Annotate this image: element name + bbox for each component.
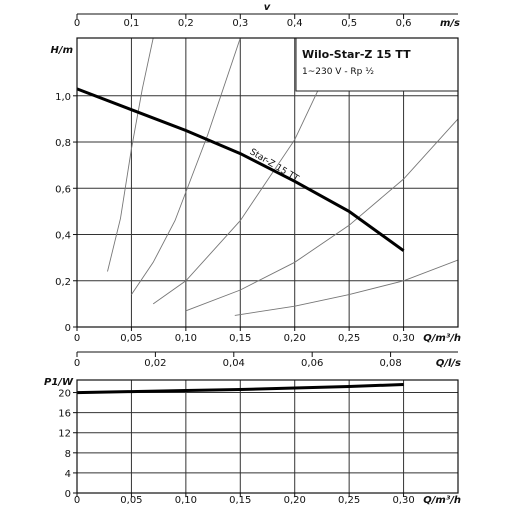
system-curve [108,38,154,272]
grid-layer [77,38,458,493]
bottom-x-axis-label: Q/m³/h [423,495,461,506]
top-y-tick-label: 0,4 [55,230,71,242]
flow-ls-tick-label: 0,06 [301,358,324,369]
system-curve [235,260,458,315]
bottom-x-tick-label: 0,25 [338,495,361,506]
top-x-tick-label: 0,25 [338,333,361,344]
top-x-tick-label: 0 [73,333,81,344]
flow-ls-axis-unit: Q/l/s [435,358,461,369]
top-y-tick-label: 1,0 [55,91,71,103]
top-x-axis-label: Q/m³/h [423,333,461,344]
velocity-tick-label: 0 [73,18,81,29]
title-box [296,38,458,91]
bottom-y-tick-label: 16 [58,408,71,420]
flow-ls-tick-label: 0,04 [222,358,245,369]
bottom-x-tick-label: 0,15 [229,495,252,506]
bottom-plot-frame [77,380,458,493]
flow-ls-tick-label: 0,02 [144,358,167,369]
top-y-axis-label: H/m [50,45,73,56]
bottom-x-tick-label: 0,30 [392,495,415,506]
velocity-tick-label: 0,5 [341,18,358,29]
bottom-y-tick-label: 0 [64,489,71,500]
velocity-axis-label: v [263,2,271,13]
top-x-tick-label: 0,20 [283,333,306,344]
top-x-tick-label: 0,05 [120,333,143,344]
velocity-tick-label: 0,1 [123,18,140,29]
bottom-y-tick-label: 12 [58,428,71,440]
bottom-y-tick-label: 4 [64,468,71,480]
bottom-y-tick-label: 8 [64,448,71,460]
top-y-tick-label: 0,6 [55,184,71,196]
bottom-x-tick-label: 0,05 [120,495,143,506]
chart-subtitle: 1~230 V - Rp ½ [302,67,374,77]
top-x-tick-label: 0,15 [229,333,252,344]
pump-curve-label: Star-Z 15 TT [247,147,301,185]
bottom-x-tick-label: 0,10 [174,495,197,506]
velocity-tick-label: 0,6 [395,18,412,29]
flow-ls-tick-label: 0 [73,358,81,369]
chart-title: Wilo-Star-Z 15 TT [302,48,411,61]
top-y-tick-label: 0,8 [55,138,71,150]
flow-ls-tick-label: 0,08 [379,358,402,369]
bottom-y-tick-label: 20 [58,388,71,400]
top-y-tick-label: 0,2 [55,276,71,288]
velocity-tick-label: 0,3 [232,18,249,29]
bottom-x-tick-label: 0,20 [283,495,306,506]
bottom-x-tick-label: 0 [73,495,81,506]
bottom-y-axis-label: P1/W [44,377,73,388]
velocity-tick-label: 0,2 [177,18,194,29]
velocity-tick-label: 0,4 [286,18,303,29]
top-x-tick-label: 0,30 [392,333,415,344]
velocity-axis-unit: m/s [439,18,460,29]
top-y-tick-label: 0 [64,323,71,334]
top-x-tick-label: 0,10 [174,333,197,344]
